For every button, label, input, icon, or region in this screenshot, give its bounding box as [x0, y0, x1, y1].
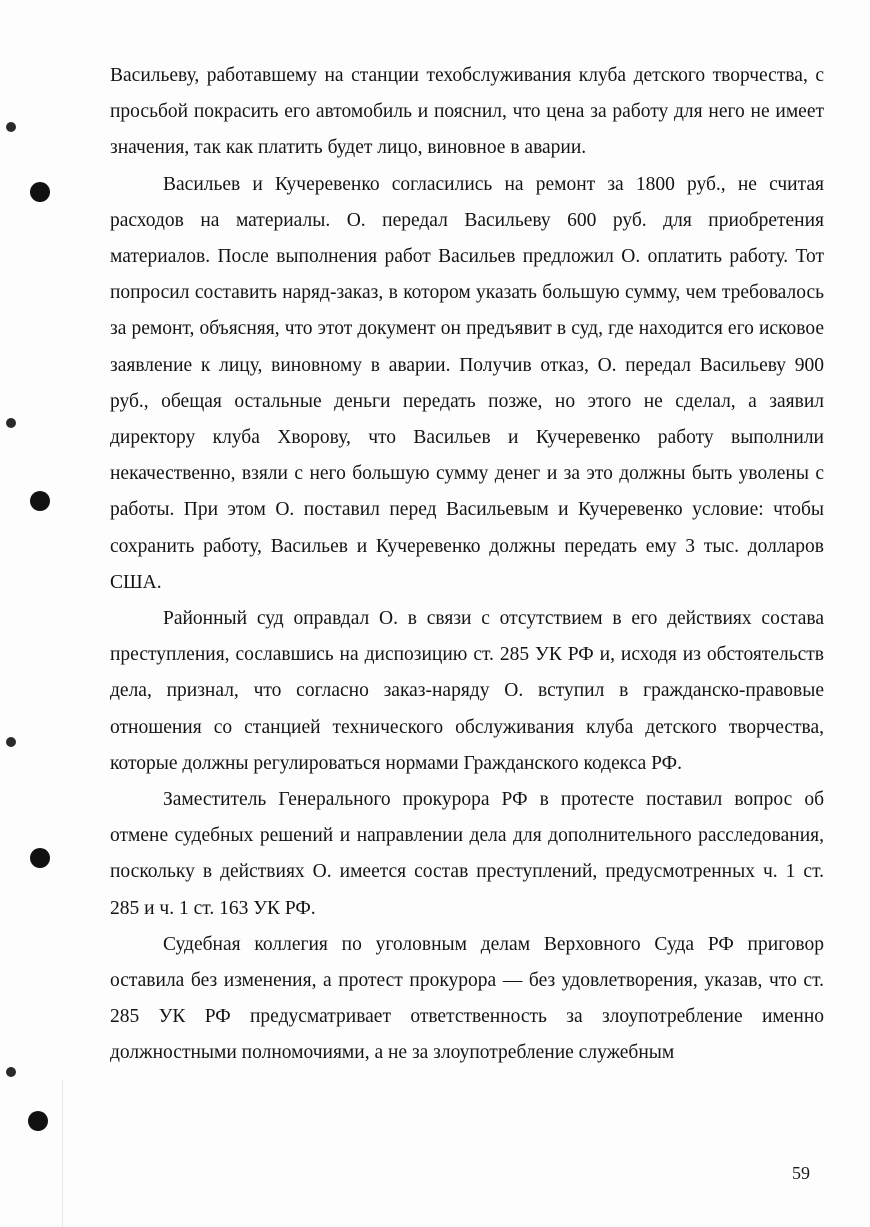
- document-body: [110, 58, 824, 1072]
- binder-hole: [30, 491, 50, 511]
- paragraph-1: Васильеву, работавшему на станции техобслуживания клуба детского творчества, с просьбой покрасить его автомобиль и пояснил, что цена за работу для него не имеет значения, так как платить будет лицо, виновное в аварии.: [110, 65, 824, 159]
- paragraph-2: Васильев и Кучеревенко согласились на ремонт за 1800 руб., не считая расходов на материалы. О. передал Васильеву 600 руб. для приобретения материалов. После выполнения работ Васильев предложил О. оплатить работу. Тот попросил составить наряд-заказ, в котором указать большую сумму, чем требовалось за ремонт, объясняя, что этот документ он предъявит в суд, где находится его исковое заявление к лицу, виновному в аварии. Получив отказ, О. передал Васильеву 900 руб., обещая остальные деньги передать позже, но этого не сделал, а заявил директору клуба Хворову, что Васильев и Кучеревенко работу выполнили некачественно, взяли с него большую сумму денег и за это должны быть уволены с работы. При этом О. поставил перед Васильевым и Кучеревенко условие: чтобы сохранить работу, Васильев и Кучеревенко должны передать ему 3 тыс. долларов США.: [110, 173, 824, 593]
- paragraph-5: Судебная коллегия по уголовным делам Верховного Суда РФ приговор оставила без изменения, а протест прокурора — без удовлетворения, указав, что ст. 285 УК РФ предусматривает ответственность за злоупотребление именно должностными полномочиями, а не за злоупотребление служебным: [110, 933, 824, 1064]
- binder-hole-small: [6, 418, 16, 428]
- binder-hole-small: [6, 122, 16, 132]
- page-number: 59: [792, 1163, 810, 1183]
- binder-hole: [30, 182, 50, 202]
- binder-hole: [30, 848, 50, 868]
- scan-edge-line: [62, 1080, 63, 1227]
- binder-hole: [28, 1111, 48, 1131]
- paragraph-3: Районный суд оправдал О. в связи с отсутствием в его действиях состава преступления, сославшись на диспозицию ст. 285 УК РФ и, исходя из обстоятельств дела, признал, что согласно заказ-наряду О. вступил в гражданско-правовые отношения со станцией технического обслуживания клуба детского творчества, которые должны регулироваться нормами Гражданского кодекса РФ.: [110, 608, 824, 774]
- binder-hole-small: [6, 1067, 16, 1077]
- binder-hole-small: [6, 737, 16, 747]
- paragraph-4: Заместитель Генерального прокурора РФ в протесте поставил вопрос об отмене судебных решений и направлении дела для дополнительного расследования, поскольку в действиях О. имеется состав преступлений, предусмотренных ч. 1 ст. 285 и ч. 1 ст. 163 УК РФ.: [110, 789, 824, 919]
